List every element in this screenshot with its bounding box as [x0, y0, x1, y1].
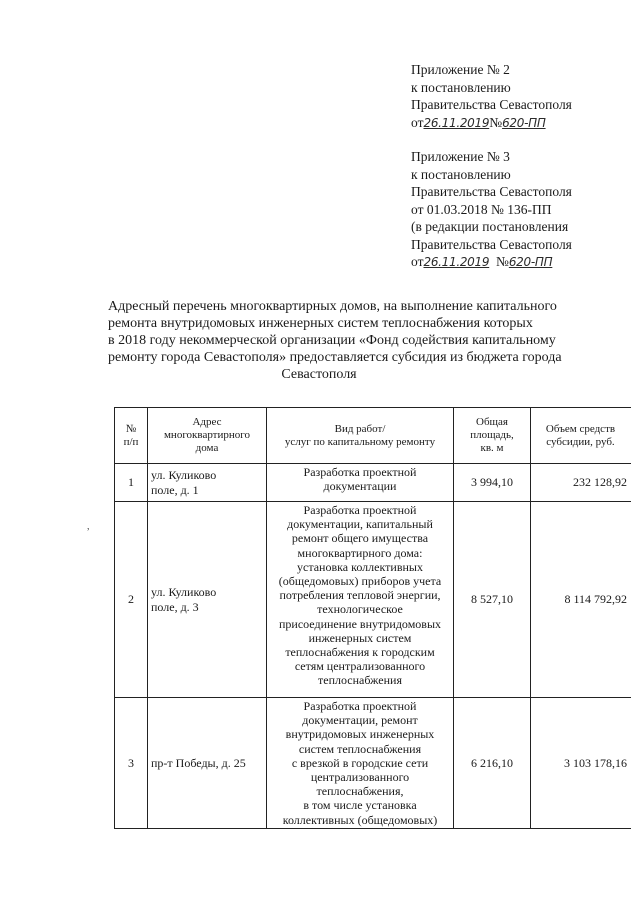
work-line: внутридомовых инженерных — [285, 727, 435, 742]
annex-3-number-sign: № — [495, 254, 509, 269]
work-line: Разработка проектной — [303, 699, 417, 713]
annex-3-handwritten-date: 26.11.2019 — [423, 255, 490, 269]
header-area-line: Общая — [476, 416, 508, 428]
work-line: (общедомовых) приборов учета — [278, 574, 442, 589]
header-work-type — [267, 408, 454, 464]
title-line: ремонту города Севастополя» предоставляется субсидия из бюджета города — [108, 350, 562, 365]
annex-2-block — [411, 61, 572, 132]
work-line: технологическое — [317, 602, 403, 617]
row-work-type — [267, 698, 454, 829]
table-row — [115, 464, 631, 502]
row-address — [148, 698, 267, 829]
work-line: теплоснабжения — [318, 673, 402, 688]
header-area-line: площадь, — [470, 429, 514, 441]
header-number-line: № — [125, 422, 137, 435]
annex-3-line: от 01.03.2018 № 136-ПП — [411, 201, 552, 217]
annex-2-date-prefix: от — [411, 114, 424, 130]
row-funds: 3 103 178,16 — [531, 698, 631, 829]
work-line: потребления тепловой энергии, — [279, 588, 441, 603]
row-number: 2 — [115, 502, 148, 698]
header-funds-line: субсидии, руб. — [546, 435, 615, 448]
work-line: Разработка проектной — [303, 465, 417, 479]
header-area — [454, 408, 531, 464]
work-line: инженерных систем — [308, 630, 412, 645]
row-work-type — [267, 502, 454, 698]
work-line: документации, капитальный — [287, 517, 433, 532]
address-line: поле, д. 3 — [151, 599, 199, 614]
header-address-line: Адрес — [192, 416, 222, 428]
table-row — [115, 502, 631, 698]
title-line: в 2018 году некоммерческой организации «Фонд содействия капитальному — [108, 333, 556, 348]
header-address-line: многоквартирного — [163, 429, 251, 441]
annex-2-line: Правительства Севастополя — [411, 97, 572, 112]
row-area: 3 994,10 — [454, 464, 531, 502]
row-work-type — [267, 464, 454, 502]
row-number: 3 — [115, 698, 148, 829]
title-line: Адресный перечень многоквартирных домов, на выполнение капитального — [108, 299, 557, 314]
annex-3-handwritten-number: 620-ПП — [508, 255, 553, 269]
address-line: ул. Куликово — [151, 585, 217, 600]
annex-2-handwritten-date: 26.11.2019 — [423, 115, 490, 130]
annex-3-date-line — [411, 253, 572, 272]
houses-table — [114, 407, 631, 829]
header-number-line: п/п — [123, 435, 139, 448]
title-line: ремонта внутридомовых инженерных систем теплоснабжения которых — [108, 316, 533, 331]
work-line: с врезкой в городские сети — [291, 755, 429, 770]
header-number — [115, 408, 148, 464]
annex-2-number-sign: № — [489, 114, 503, 130]
annex-2-line: к постановлению — [411, 79, 511, 95]
annex-3-date-prefix: от — [411, 254, 424, 269]
title-line: Севастополя — [281, 367, 357, 382]
work-line: коллективных (общедомовых) — [282, 812, 438, 827]
header-area-line: кв. м — [480, 442, 504, 454]
header-address-line: дома — [195, 442, 219, 454]
work-line: многоквартирного дома: — [297, 545, 423, 560]
row-funds: 8 114 792,92 — [531, 502, 631, 698]
annex-2-date-line — [411, 114, 572, 133]
work-line: сетям централизованного — [294, 659, 426, 674]
work-line: теплоснабжения к городским — [285, 645, 435, 660]
work-line: теплоснабжения, — [316, 784, 404, 799]
header-funds-line: Объем средств — [545, 422, 616, 435]
work-line: Разработка проектной — [303, 503, 417, 517]
header-work-line: Вид работ/ — [334, 422, 386, 435]
work-line: присоединение внутридомовых — [278, 616, 442, 631]
annex-3-block — [411, 148, 572, 272]
annex-2-handwritten-number: 620-ПП — [502, 115, 546, 130]
annex-3-line: к постановлению — [411, 166, 511, 182]
work-line: в том числе установка — [303, 798, 417, 813]
work-line: ремонт общего имущества — [291, 531, 429, 546]
row-address — [148, 502, 267, 698]
row-number: 1 — [115, 464, 148, 502]
header-address — [148, 408, 267, 464]
header-work-line: услуг по капитальному ремонту — [284, 435, 436, 448]
annex-3-line: Правительства Севастополя — [411, 236, 572, 252]
row-area: 8 527,10 — [454, 502, 531, 698]
table-row — [115, 698, 631, 829]
work-line: документации, ремонт — [302, 713, 418, 728]
header-funds — [531, 408, 631, 464]
address-line: поле, д. 1 — [151, 482, 199, 497]
annex-3-line: Приложение № 3 — [411, 149, 510, 164]
work-line: документации — [323, 479, 397, 494]
annex-2-line: Приложение № 2 — [411, 62, 510, 77]
document-title — [108, 298, 562, 383]
address-line: ул. Куликово — [151, 468, 217, 483]
row-address — [148, 464, 267, 502]
work-line: централизованного — [310, 770, 410, 785]
work-line: систем теплоснабжения — [298, 741, 422, 756]
work-line: установка коллективных — [297, 559, 423, 574]
table-header-row — [115, 408, 631, 464]
stray-mark: , — [87, 521, 90, 532]
row-area: 6 216,10 — [454, 698, 531, 829]
address-line: пр-т Победы, д. 25 — [151, 755, 246, 770]
annex-3-line: Правительства Севастополя — [411, 184, 572, 199]
annex-3-line: (в редакции постановления — [411, 219, 569, 234]
row-funds: 232 128,92 — [531, 464, 631, 502]
